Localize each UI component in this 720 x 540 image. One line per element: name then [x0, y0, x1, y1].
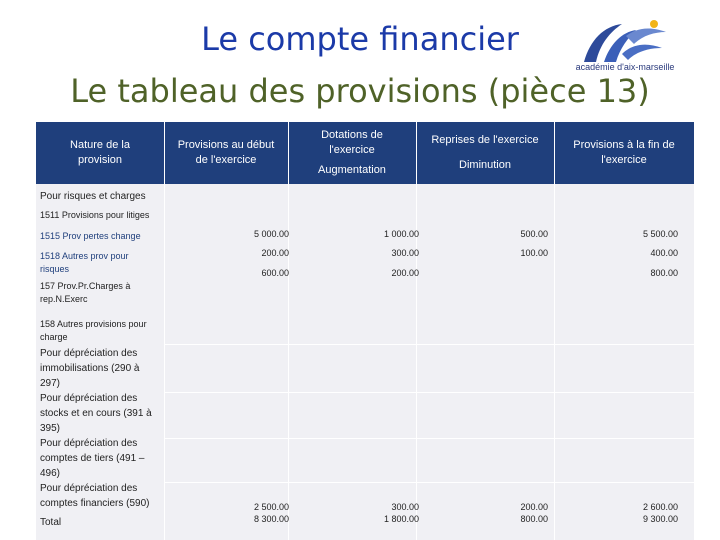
cell-1515-fin: 5 500.00 [642, 229, 678, 239]
cell-depfin-debut: 2 500.00 [253, 502, 289, 512]
cell-1518-debut: 200.00 [261, 248, 289, 258]
cell-total-dotations: 1 800.00 [383, 514, 419, 524]
cell-total-reprises: 800.00 [520, 514, 548, 524]
cell-1515-reprises: 500.00 [520, 229, 548, 239]
cell-total-debut: 8 300.00 [253, 514, 289, 524]
title-line-2: Le tableau des provisions (pièce 13) [70, 72, 650, 110]
row-label-dep-tiers: Pour dépréciation des comptes de tiers (491 – 496) [40, 438, 145, 479]
cell-157-dotations: 200.00 [391, 268, 419, 278]
cell-1518-dotations: 300.00 [391, 248, 419, 258]
cell-157-debut: 600.00 [261, 268, 289, 278]
row-label-dep-immo: Pour dépréciation des immobilisations (290 à 297) [40, 348, 140, 389]
row-label-dep-fin: Pour dépréciation des comptes financiers (590) [40, 483, 150, 509]
header-fin: Provisions à la fin de l'exercice [554, 122, 694, 184]
row-label-157: 157 Prov.Pr.Charges à rep.N.Exerc [40, 281, 131, 304]
row-label-dep-stocks: Pour dépréciation des stocks et en cours (391 à 395) [40, 393, 152, 434]
header-reprises: Reprises de l'exercice Diminution [416, 122, 554, 184]
cell-1515-debut: 5 000.00 [253, 229, 289, 239]
cell-157-fin: 800.00 [650, 268, 678, 278]
cell-total-fin: 9 300.00 [642, 514, 678, 524]
header-dotations: Dotations de l'exercice Augmentation [288, 122, 416, 184]
row-label-1515: 1515 Prov pertes change [40, 231, 141, 241]
header-nature: Nature de la provision [36, 122, 164, 184]
row-label-1511: 1511 Provisions pour litiges [40, 210, 150, 220]
row-label-1518: 1518 Autres prov pour risques [40, 251, 129, 274]
row-label-risques-charges: Pour risques et charges [40, 191, 146, 202]
header-debut: Provisions au début de l'exercice [164, 122, 288, 184]
cell-1515-dotations: 1 000.00 [383, 229, 419, 239]
logo-text: académie d'aix-marseille [575, 62, 675, 72]
cell-depfin-fin: 2 600.00 [642, 502, 678, 512]
cell-depfin-dotations: 300.00 [391, 502, 419, 512]
cell-1518-fin: 400.00 [650, 248, 678, 258]
cell-1518-reprises: 100.00 [520, 248, 548, 258]
row-label-158: 158 Autres provisions pour charge [40, 319, 147, 342]
row-label-total: Total [40, 517, 62, 528]
cell-depfin-reprises: 200.00 [520, 502, 548, 512]
title-line-1: Le compte financier [201, 20, 519, 58]
provisions-table [36, 122, 694, 540]
